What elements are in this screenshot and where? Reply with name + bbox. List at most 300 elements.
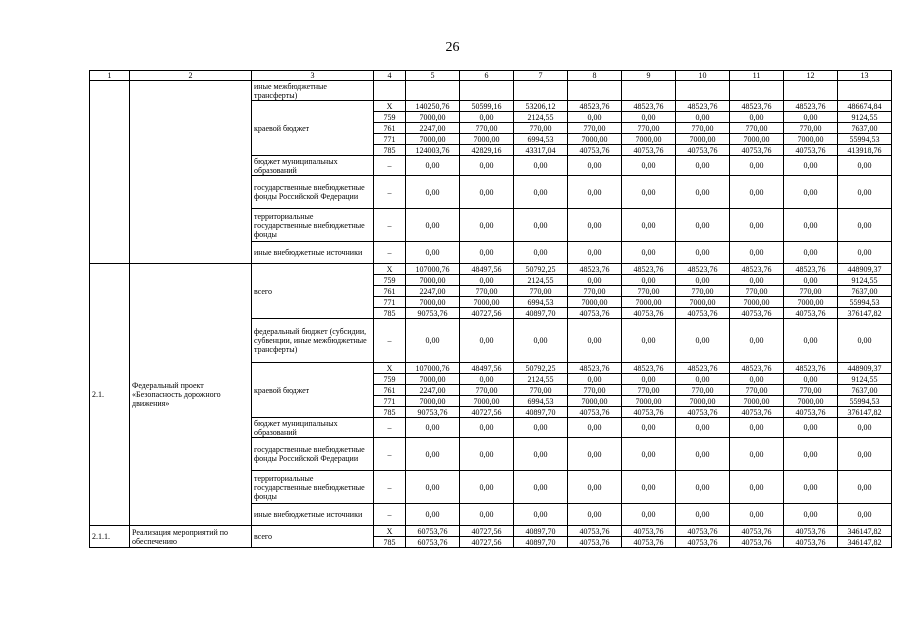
value-cell: 0,00 [676, 112, 730, 123]
header-cell: 7 [514, 71, 568, 81]
dash-cell: – [374, 418, 406, 438]
budget-code-cell: 785 [374, 145, 406, 156]
value-cell: 0,00 [568, 242, 622, 264]
value-cell: 40753,76 [784, 407, 838, 418]
value-cell: 7000,00 [460, 396, 514, 407]
dash-cell: – [374, 209, 406, 242]
value-cell: 40753,76 [784, 526, 838, 537]
value-cell: 50792,25 [514, 264, 568, 275]
value-cell: 7000,00 [784, 297, 838, 308]
value-cell: 2124,55 [514, 374, 568, 385]
value-cell: 0,00 [622, 374, 676, 385]
row-label: территориальные государственные внебюджетные фонды [252, 209, 374, 242]
value-cell: 48523,76 [784, 264, 838, 275]
value-cell: 40753,76 [568, 145, 622, 156]
value-cell: 0,00 [514, 418, 568, 438]
value-cell: 413918,76 [838, 145, 892, 156]
value-cell: 124003,76 [406, 145, 460, 156]
value-cell: 50792,25 [514, 363, 568, 374]
value-cell: 0,00 [730, 504, 784, 526]
row-label: всего [252, 264, 374, 319]
value-cell: 770,00 [568, 385, 622, 396]
budget-code-cell: X [374, 363, 406, 374]
empty-cell [374, 81, 406, 101]
value-cell: 40753,76 [568, 407, 622, 418]
value-cell: 7000,00 [676, 396, 730, 407]
value-cell: 770,00 [514, 385, 568, 396]
empty-cell [568, 81, 622, 101]
value-cell: 6994,53 [514, 134, 568, 145]
value-cell: 0,00 [406, 209, 460, 242]
value-cell: 0,00 [622, 209, 676, 242]
header-row [90, 71, 892, 81]
value-cell: 448909,37 [838, 363, 892, 374]
value-cell: 0,00 [568, 275, 622, 286]
value-cell: 0,00 [676, 242, 730, 264]
value-cell: 770,00 [676, 123, 730, 134]
value-cell: 9124,55 [838, 374, 892, 385]
value-cell: 0,00 [676, 156, 730, 176]
value-cell: 0,00 [460, 418, 514, 438]
value-cell: 40753,76 [676, 407, 730, 418]
value-cell: 107000,76 [406, 264, 460, 275]
value-cell: 0,00 [460, 438, 514, 471]
value-cell: 770,00 [568, 286, 622, 297]
value-cell: 0,00 [676, 319, 730, 363]
value-cell: 48523,76 [568, 101, 622, 112]
value-cell: 48523,76 [676, 264, 730, 275]
value-cell: 0,00 [514, 242, 568, 264]
value-cell: 0,00 [622, 176, 676, 209]
value-cell: 0,00 [622, 471, 676, 504]
header-cell: 13 [838, 71, 892, 81]
row-label: бюджет муниципальных образований [252, 156, 374, 176]
value-cell: 0,00 [622, 418, 676, 438]
value-cell: 90753,76 [406, 407, 460, 418]
value-cell: 2124,55 [514, 112, 568, 123]
value-cell: 0,00 [406, 418, 460, 438]
value-cell: 0,00 [838, 438, 892, 471]
value-cell: 0,00 [460, 319, 514, 363]
value-cell: 0,00 [406, 156, 460, 176]
value-cell: 0,00 [730, 156, 784, 176]
row-label: государственные внебюджетные фонды Российской Федерации [252, 176, 374, 209]
value-cell: 40753,76 [622, 407, 676, 418]
value-cell: 448909,37 [838, 264, 892, 275]
value-cell: 0,00 [406, 176, 460, 209]
empty-cell [676, 81, 730, 101]
value-cell: 0,00 [568, 438, 622, 471]
row-label: иные внебюджетные источники [252, 242, 374, 264]
value-cell: 48523,76 [784, 101, 838, 112]
value-cell: 0,00 [622, 438, 676, 471]
value-cell: 770,00 [622, 385, 676, 396]
value-cell: 48523,76 [784, 363, 838, 374]
value-cell: 0,00 [514, 319, 568, 363]
value-cell: 770,00 [730, 286, 784, 297]
value-cell: 7000,00 [730, 396, 784, 407]
value-cell: 770,00 [460, 385, 514, 396]
value-cell: 0,00 [730, 374, 784, 385]
value-cell: 40727,56 [460, 537, 514, 548]
value-cell: 40897,70 [514, 407, 568, 418]
value-cell: 770,00 [730, 385, 784, 396]
value-cell: 0,00 [514, 504, 568, 526]
header-cell: 12 [784, 71, 838, 81]
value-cell: 0,00 [676, 176, 730, 209]
value-cell: 0,00 [730, 242, 784, 264]
row-label: краевой бюджет [252, 101, 374, 156]
value-cell: 7000,00 [730, 297, 784, 308]
value-cell: 0,00 [460, 275, 514, 286]
value-cell: 0,00 [676, 438, 730, 471]
value-cell: 2124,55 [514, 275, 568, 286]
value-cell: 7000,00 [622, 134, 676, 145]
budget-code-cell: 785 [374, 537, 406, 548]
value-cell: 7637,00 [838, 286, 892, 297]
value-cell: 40753,76 [568, 526, 622, 537]
value-cell: 60753,76 [406, 537, 460, 548]
row-label: иные внебюджетные источники [252, 504, 374, 526]
row-label: государственные внебюджетные фонды Российской Федерации [252, 438, 374, 471]
value-cell: 0,00 [622, 242, 676, 264]
value-cell: 0,00 [784, 176, 838, 209]
value-cell: 0,00 [730, 319, 784, 363]
value-cell: 7000,00 [406, 396, 460, 407]
value-cell: 40753,76 [622, 526, 676, 537]
value-cell: 7000,00 [622, 396, 676, 407]
row-label: территориальные государственные внебюджетные фонды [252, 471, 374, 504]
value-cell: 0,00 [676, 275, 730, 286]
value-cell: 346147,82 [838, 526, 892, 537]
value-cell: 0,00 [730, 438, 784, 471]
value-cell: 40753,76 [784, 308, 838, 319]
value-cell: 0,00 [838, 176, 892, 209]
value-cell: 0,00 [784, 418, 838, 438]
section-name-blank [130, 81, 252, 264]
header-cell: 9 [622, 71, 676, 81]
header-cell: 4 [374, 71, 406, 81]
value-cell: 40897,70 [514, 526, 568, 537]
row-label: всего [252, 526, 374, 548]
header-cell: 2 [130, 71, 252, 81]
value-cell: 0,00 [406, 504, 460, 526]
budget-code-cell: 771 [374, 297, 406, 308]
value-cell: 770,00 [784, 123, 838, 134]
value-cell: 376147,82 [838, 407, 892, 418]
value-cell: 40753,76 [676, 537, 730, 548]
value-cell: 48523,76 [622, 363, 676, 374]
value-cell: 0,00 [622, 275, 676, 286]
empty-cell [406, 81, 460, 101]
value-cell: 40753,76 [784, 145, 838, 156]
value-cell: 40897,70 [514, 308, 568, 319]
value-cell: 0,00 [730, 112, 784, 123]
table-row [90, 526, 892, 537]
value-cell: 770,00 [514, 286, 568, 297]
row-label: бюджет муниципальных образований [252, 418, 374, 438]
value-cell: 0,00 [784, 242, 838, 264]
value-cell: 40753,76 [676, 526, 730, 537]
value-cell: 6994,53 [514, 396, 568, 407]
dash-cell: – [374, 176, 406, 209]
value-cell: 770,00 [622, 123, 676, 134]
value-cell: 48523,76 [622, 264, 676, 275]
value-cell: 48523,76 [676, 101, 730, 112]
value-cell: 40753,76 [730, 308, 784, 319]
value-cell: 0,00 [406, 438, 460, 471]
value-cell: 770,00 [676, 385, 730, 396]
value-cell: 48523,76 [622, 101, 676, 112]
value-cell: 40753,76 [568, 537, 622, 548]
value-cell: 0,00 [460, 471, 514, 504]
value-cell: 60753,76 [406, 526, 460, 537]
value-cell: 0,00 [460, 112, 514, 123]
value-cell: 770,00 [676, 286, 730, 297]
value-cell: 770,00 [460, 286, 514, 297]
value-cell: 40753,76 [784, 537, 838, 548]
budget-code-cell: 759 [374, 275, 406, 286]
value-cell: 0,00 [838, 471, 892, 504]
value-cell: 0,00 [784, 209, 838, 242]
value-cell: 7000,00 [568, 297, 622, 308]
value-cell: 40753,76 [622, 145, 676, 156]
value-cell: 0,00 [568, 209, 622, 242]
value-cell: 0,00 [460, 374, 514, 385]
value-cell: 40727,56 [460, 308, 514, 319]
value-cell: 7000,00 [730, 134, 784, 145]
value-cell: 0,00 [460, 156, 514, 176]
dash-cell: – [374, 438, 406, 471]
table-row [90, 81, 892, 101]
section-number: 2.1. [90, 264, 130, 526]
value-cell: 0,00 [568, 418, 622, 438]
value-cell: 7000,00 [676, 134, 730, 145]
value-cell: 0,00 [838, 504, 892, 526]
budget-table [89, 70, 892, 548]
value-cell: 0,00 [676, 209, 730, 242]
value-cell: 40753,76 [730, 407, 784, 418]
value-cell: 7000,00 [406, 374, 460, 385]
value-cell: 40727,56 [460, 407, 514, 418]
value-cell: 40753,76 [568, 308, 622, 319]
value-cell: 0,00 [406, 471, 460, 504]
value-cell: 0,00 [514, 471, 568, 504]
value-cell: 55994,53 [838, 396, 892, 407]
value-cell: 0,00 [622, 156, 676, 176]
value-cell: 7000,00 [460, 134, 514, 145]
dash-cell: – [374, 156, 406, 176]
value-cell: 40753,76 [676, 145, 730, 156]
value-cell: 0,00 [568, 156, 622, 176]
value-cell: 346147,82 [838, 537, 892, 548]
value-cell: 0,00 [730, 176, 784, 209]
value-cell: 0,00 [514, 209, 568, 242]
budget-code-cell: 771 [374, 396, 406, 407]
value-cell: 0,00 [568, 374, 622, 385]
budget-code-cell: 759 [374, 112, 406, 123]
value-cell: 0,00 [406, 242, 460, 264]
value-cell: 7000,00 [460, 297, 514, 308]
value-cell: 7000,00 [784, 134, 838, 145]
value-cell: 7000,00 [406, 112, 460, 123]
value-cell: 0,00 [406, 319, 460, 363]
value-cell: 7000,00 [406, 297, 460, 308]
value-cell: 7637,00 [838, 123, 892, 134]
value-cell: 0,00 [514, 156, 568, 176]
value-cell: 55994,53 [838, 134, 892, 145]
value-cell: 0,00 [514, 176, 568, 209]
value-cell: 9124,55 [838, 275, 892, 286]
value-cell: 2247,00 [406, 123, 460, 134]
value-cell: 770,00 [622, 286, 676, 297]
value-cell: 0,00 [838, 209, 892, 242]
value-cell: 7000,00 [406, 134, 460, 145]
value-cell: 770,00 [514, 123, 568, 134]
value-cell: 0,00 [838, 242, 892, 264]
value-cell: 7000,00 [568, 134, 622, 145]
value-cell: 770,00 [730, 123, 784, 134]
budget-code-cell: 771 [374, 134, 406, 145]
value-cell: 9124,55 [838, 112, 892, 123]
value-cell: 0,00 [460, 242, 514, 264]
value-cell: 0,00 [784, 156, 838, 176]
value-cell: 0,00 [730, 209, 784, 242]
value-cell: 48523,76 [730, 101, 784, 112]
value-cell: 0,00 [784, 319, 838, 363]
value-cell: 50599,16 [460, 101, 514, 112]
value-cell: 42829,16 [460, 145, 514, 156]
value-cell: 53206,12 [514, 101, 568, 112]
empty-cell [784, 81, 838, 101]
value-cell: 0,00 [460, 209, 514, 242]
value-cell: 7637,00 [838, 385, 892, 396]
value-cell: 0,00 [838, 418, 892, 438]
value-cell: 48523,76 [730, 264, 784, 275]
header-cell: 8 [568, 71, 622, 81]
value-cell: 7000,00 [622, 297, 676, 308]
value-cell: 0,00 [676, 418, 730, 438]
value-cell: 486674,84 [838, 101, 892, 112]
value-cell: 0,00 [730, 471, 784, 504]
value-cell: 48497,56 [460, 264, 514, 275]
value-cell: 0,00 [568, 112, 622, 123]
value-cell: 0,00 [838, 156, 892, 176]
page-number: 26 [445, 40, 460, 55]
table-row [90, 264, 892, 275]
budget-code-cell: 785 [374, 308, 406, 319]
value-cell: 40727,56 [460, 526, 514, 537]
value-cell: 0,00 [730, 275, 784, 286]
value-cell: 0,00 [514, 438, 568, 471]
header-cell: 3 [252, 71, 374, 81]
value-cell: 0,00 [784, 504, 838, 526]
value-cell: 0,00 [568, 176, 622, 209]
value-cell: 0,00 [568, 504, 622, 526]
value-cell: 40753,76 [622, 308, 676, 319]
value-cell: 7000,00 [784, 396, 838, 407]
value-cell: 0,00 [460, 176, 514, 209]
empty-cell [514, 81, 568, 101]
value-cell: 90753,76 [406, 308, 460, 319]
value-cell: 0,00 [784, 438, 838, 471]
value-cell: 0,00 [622, 319, 676, 363]
value-cell: 40753,76 [676, 308, 730, 319]
row-label: краевой бюджет [252, 363, 374, 418]
value-cell: 7000,00 [568, 396, 622, 407]
value-cell: 140250,76 [406, 101, 460, 112]
value-cell: 376147,82 [838, 308, 892, 319]
value-cell: 55994,53 [838, 297, 892, 308]
value-cell: 770,00 [568, 123, 622, 134]
value-cell: 0,00 [622, 112, 676, 123]
dash-cell: – [374, 242, 406, 264]
empty-cell [622, 81, 676, 101]
row-label: иные межбюджетные трансферты) [252, 81, 374, 101]
value-cell: 0,00 [784, 471, 838, 504]
value-cell: 0,00 [838, 319, 892, 363]
value-cell: 2247,00 [406, 385, 460, 396]
empty-cell [460, 81, 514, 101]
header-cell: 1 [90, 71, 130, 81]
budget-code-cell: X [374, 526, 406, 537]
header-cell: 5 [406, 71, 460, 81]
value-cell: 0,00 [622, 504, 676, 526]
budget-code-cell: X [374, 264, 406, 275]
budget-code-cell: 785 [374, 407, 406, 418]
value-cell: 0,00 [730, 418, 784, 438]
value-cell: 770,00 [784, 385, 838, 396]
value-cell: 107000,76 [406, 363, 460, 374]
row-label: федеральный бюджет (субсидии, субвенции, иные межбюджетные трансферты) [252, 319, 374, 363]
budget-code-cell: X [374, 101, 406, 112]
value-cell: 0,00 [676, 374, 730, 385]
value-cell: 0,00 [676, 471, 730, 504]
empty-cell [838, 81, 892, 101]
value-cell: 40753,76 [622, 537, 676, 548]
value-cell: 43317,04 [514, 145, 568, 156]
value-cell: 40753,76 [730, 145, 784, 156]
value-cell: 770,00 [460, 123, 514, 134]
value-cell: 770,00 [784, 286, 838, 297]
budget-code-cell: 761 [374, 123, 406, 134]
header-cell: 10 [676, 71, 730, 81]
section-number: 2.1.1. [90, 526, 130, 548]
value-cell: 40753,76 [730, 526, 784, 537]
value-cell: 0,00 [784, 112, 838, 123]
value-cell: 7000,00 [406, 275, 460, 286]
header-cell: 6 [460, 71, 514, 81]
value-cell: 48523,76 [568, 363, 622, 374]
value-cell: 40897,70 [514, 537, 568, 548]
value-cell: 48523,76 [676, 363, 730, 374]
budget-code-cell: 759 [374, 374, 406, 385]
value-cell: 0,00 [460, 504, 514, 526]
value-cell: 0,00 [784, 374, 838, 385]
section-number-blank [90, 81, 130, 264]
value-cell: 6994,53 [514, 297, 568, 308]
dash-cell: – [374, 319, 406, 363]
dash-cell: – [374, 471, 406, 504]
value-cell: 48523,76 [730, 363, 784, 374]
value-cell: 0,00 [568, 471, 622, 504]
header-cell: 11 [730, 71, 784, 81]
section-name: Федеральный проект «Безопасность дорожного движения» [130, 264, 252, 526]
value-cell: 48497,56 [460, 363, 514, 374]
empty-cell [730, 81, 784, 101]
value-cell: 2247,00 [406, 286, 460, 297]
section-name: Реализация мероприятий по обеспечению [130, 526, 252, 548]
